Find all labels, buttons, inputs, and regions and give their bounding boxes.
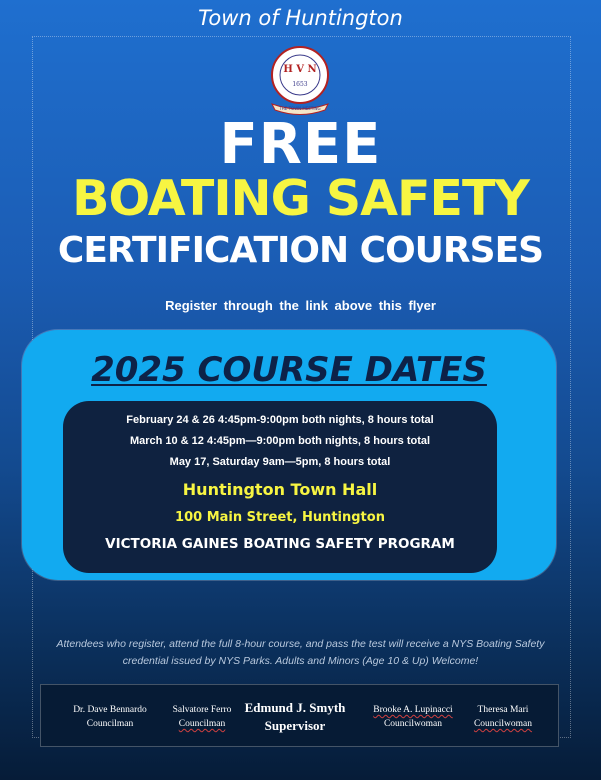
official-name: Theresa Mari	[477, 705, 529, 715]
town-seal-icon	[262, 42, 338, 118]
location-address: 100 Main Street, Huntington	[175, 510, 385, 525]
official-name: Salvatore Ferro	[172, 705, 232, 715]
official-lupinacci	[361, 703, 465, 731]
official-ferro	[157, 703, 247, 731]
headline-boating-safety: BOATING SAFETY	[72, 170, 529, 227]
officials-panel	[40, 684, 559, 747]
town-title: Town of Huntington	[198, 6, 403, 30]
official-title: Supervisor	[264, 718, 326, 733]
course-dates-title: 2025 COURSE DATES	[91, 350, 487, 390]
svg-text:1653: 1653	[292, 81, 308, 88]
date-line-3: May 17, Saturday 9am—5pm, 8 hours total	[169, 456, 391, 468]
headline-certification: CERTIFICATION COURSES	[57, 230, 544, 271]
date-line-2: March 10 & 12 4:45pm—9:00pm both nights, 8 hours total	[129, 435, 431, 447]
official-title: Councilwoman	[383, 719, 443, 729]
official-mari	[459, 703, 547, 731]
location-name: Huntington Town Hall	[182, 480, 378, 499]
attendee-note	[40, 636, 561, 670]
headline-free: FREE	[219, 112, 382, 177]
official-smyth	[235, 699, 355, 735]
official-name: Dr. Dave Bennardo	[73, 705, 147, 715]
register-text: Register through the link above this flyer	[165, 298, 436, 313]
svg-text:H V N: H V N	[283, 64, 317, 75]
official-title: Councilman	[178, 719, 226, 729]
official-name: Brooke A. Lupinacci	[373, 705, 453, 715]
program-name: VICTORIA GAINES BOATING SAFETY PROGRAM	[105, 536, 455, 552]
attendee-note-line-1: Attendees who register, attend the full 8-hour course, and pass the test will receive a NYS Boating Safety	[56, 638, 545, 650]
svg-text:THE TOWN MEETING: THE TOWN MEETING	[279, 106, 321, 111]
attendee-note-line-2: credential issued by NYS Parks. Adults and Minors (Age 10 & Up) Welcome!	[122, 655, 479, 667]
official-bennardo	[61, 703, 159, 731]
official-name: Edmund J. Smyth	[244, 700, 346, 715]
official-title: Councilman	[86, 719, 134, 729]
date-line-1: February 24 & 26 4:45pm-9:00pm both nights, 8 hours total	[126, 414, 434, 426]
official-title: Councilwoman	[473, 719, 533, 729]
